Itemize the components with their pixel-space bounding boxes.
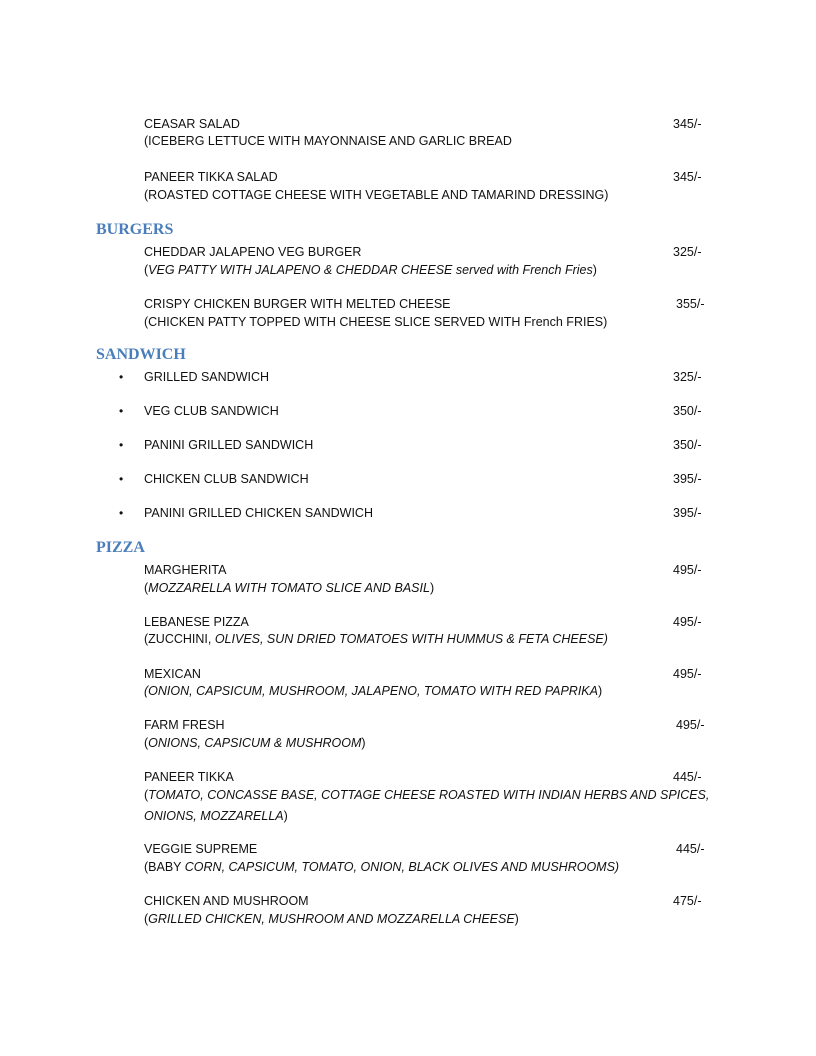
menu-item-name: VEG CLUB SANDWICH xyxy=(144,404,279,418)
menu-item-desc-continued: ONIONS, MOZZARELLA) xyxy=(144,809,288,823)
menu-item-price: 495/- xyxy=(673,667,702,681)
menu-item-desc: (TOMATO, CONCASSE BASE, COTTAGE CHEESE ROASTED WITH INDIAN HERBS AND SPICES, xyxy=(144,788,710,802)
menu-item-desc: (MOZZARELLA WITH TOMATO SLICE AND BASIL) xyxy=(144,581,435,595)
bullet: • xyxy=(119,506,124,520)
bullet: • xyxy=(119,370,124,384)
menu-item-price: 495/- xyxy=(673,615,702,629)
bullet: • xyxy=(119,438,124,452)
menu-item-desc: (VEG PATTY WITH JALAPENO & CHEDDAR CHEESE served with French Fries) xyxy=(144,263,597,277)
menu-item-name: CRISPY CHICKEN BURGER WITH MELTED CHEESE xyxy=(144,297,451,311)
menu-item-price: 395/- xyxy=(673,506,702,520)
section-heading-sandwich: SANDWICH xyxy=(96,346,186,363)
bullet: • xyxy=(119,404,124,418)
section-heading-burgers: BURGERS xyxy=(96,221,174,238)
menu-item-price: 355/- xyxy=(676,297,705,311)
menu-item-desc: (ROASTED COTTAGE CHEESE WITH VEGETABLE AND TAMARIND DRESSING) xyxy=(144,188,609,202)
menu-item-name: PANEER TIKKA SALAD xyxy=(144,170,278,184)
bullet: • xyxy=(119,472,124,486)
menu-item-price: 395/- xyxy=(673,472,702,486)
menu-item-name: FARM FRESH xyxy=(144,718,225,732)
menu-item-desc: (BABY CORN, CAPSICUM, TOMATO, ONION, BLACK OLIVES AND MUSHROOMS) xyxy=(144,860,620,874)
menu-item-name: PANINI GRILLED CHICKEN SANDWICH xyxy=(144,506,373,520)
menu-item-name: CHICKEN CLUB SANDWICH xyxy=(144,472,309,486)
menu-item-name: MEXICAN xyxy=(144,667,201,681)
menu-item-price: 325/- xyxy=(673,245,702,259)
menu-item-price: 350/- xyxy=(673,438,702,452)
menu-item-desc: (ZUCCHINI, OLIVES, SUN DRIED TOMATOES WITH HUMMUS & FETA CHEESE) xyxy=(144,632,608,646)
menu-item-price: 495/- xyxy=(676,718,705,732)
menu-item-price: 475/- xyxy=(673,894,702,908)
menu-item-desc: (ICEBERG LETTUCE WITH MAYONNAISE AND GARLIC BREAD xyxy=(144,134,512,148)
menu-item-name: LEBANESE PIZZA xyxy=(144,615,249,629)
menu-item-name: MARGHERITA xyxy=(144,563,227,577)
menu-item-price: 325/- xyxy=(673,370,702,384)
menu-item-price: 495/- xyxy=(673,563,702,577)
menu-item-name: CEASAR SALAD xyxy=(144,117,240,131)
menu-item-price: 345/- xyxy=(673,170,702,184)
menu-item-desc: (CHICKEN PATTY TOPPED WITH CHEESE SLICE SERVED WITH French FRIES) xyxy=(144,315,608,329)
menu-item-name: GRILLED SANDWICH xyxy=(144,370,270,384)
menu-item-name: PANINI GRILLED SANDWICH xyxy=(144,438,314,452)
menu-item-price: 350/- xyxy=(673,404,702,418)
menu-item-name: CHICKEN AND MUSHROOM xyxy=(144,894,309,908)
menu-item-desc: (ONIONS, CAPSICUM & MUSHROOM) xyxy=(144,736,366,750)
menu-item-name: PANEER TIKKA xyxy=(144,770,234,784)
menu-item-price: 345/- xyxy=(673,117,702,131)
menu-item-price: 445/- xyxy=(673,770,702,784)
menu-item-desc: (ONION, CAPSICUM, MUSHROOM, JALAPENO, TOMATO WITH RED PAPRIKA) xyxy=(144,684,603,698)
menu-item-name: VEGGIE SUPREME xyxy=(144,842,258,856)
menu-item-name: CHEDDAR JALAPENO VEG BURGER xyxy=(144,245,362,259)
menu-item-desc: (GRILLED CHICKEN, MUSHROOM AND MOZZARELLA CHEESE) xyxy=(144,912,519,926)
menu-item-price: 445/- xyxy=(676,842,705,856)
section-heading-pizza: PIZZA xyxy=(96,539,145,556)
